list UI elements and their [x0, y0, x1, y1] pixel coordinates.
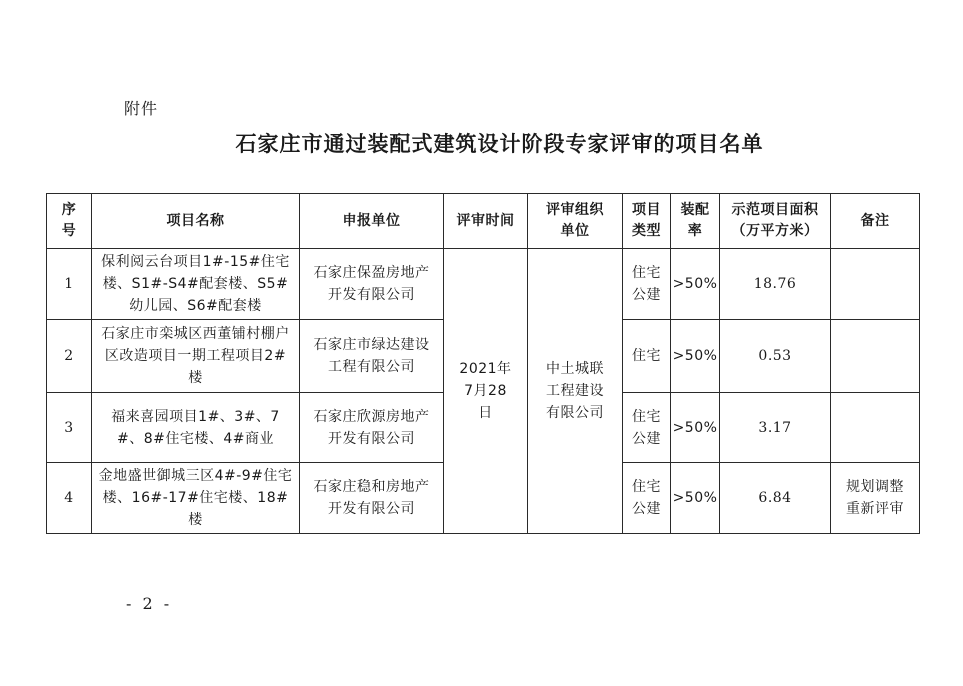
- project-list-table: [46, 193, 920, 534]
- row-project-type: 住宅: [623, 320, 671, 393]
- table-row: [47, 249, 920, 320]
- row-applicant: 石家庄市绿达建设工程有限公司: [300, 320, 444, 393]
- row-seq: 3: [47, 393, 92, 463]
- row-applicant: 石家庄稳和房地产开发有限公司: [300, 463, 444, 534]
- row-seq: 1: [47, 249, 92, 320]
- row-project-name: 福来喜园项目1#、3#、7#、8#住宅楼、4#商业: [92, 393, 300, 463]
- row-remarks: [831, 320, 920, 393]
- row-remarks: [831, 393, 920, 463]
- row-prefab-rate: >50%: [671, 463, 720, 534]
- row-remarks: 规划调整重新评审: [831, 463, 920, 534]
- header-seq: 序号: [47, 194, 92, 249]
- row-prefab-rate: >50%: [671, 320, 720, 393]
- header-applicant: 申报单位: [300, 194, 444, 249]
- header-prefab-rate: 装配率: [671, 194, 720, 249]
- header-demo-area: 示范项目面积（万平方米）: [720, 194, 831, 249]
- row-prefab-rate: >50%: [671, 249, 720, 320]
- row-demo-area: 18.76: [720, 249, 831, 320]
- header-project-type: 项目类型: [623, 194, 671, 249]
- row-project-type: 住宅公建: [623, 463, 671, 534]
- row-project-name: 保利阅云台项目1#-15#住宅楼、S1#-S4#配套楼、S5#幼儿园、S6#配套楼: [92, 249, 300, 320]
- header-remarks: 备注: [831, 194, 920, 249]
- row-project-type: 住宅公建: [623, 393, 671, 463]
- row-seq: 2: [47, 320, 92, 393]
- row-prefab-rate: >50%: [671, 393, 720, 463]
- page-number: - 2 -: [126, 594, 173, 613]
- row-demo-area: 0.53: [720, 320, 831, 393]
- row-remarks: [831, 249, 920, 320]
- row-applicant: 石家庄欣源房地产开发有限公司: [300, 393, 444, 463]
- row-project-name: 金地盛世御城三区4#-9#住宅楼、16#-17#住宅楼、18#楼: [92, 463, 300, 534]
- shared-review-org: 中土城联工程建设有限公司: [528, 249, 623, 534]
- table-header-row: [47, 194, 920, 249]
- document-title-text: 石家庄市通过装配式建筑设计阶段专家评审的项目名单: [235, 132, 764, 156]
- row-project-name: 石家庄市栾城区西董铺村棚户区改造项目一期工程项目2#楼: [92, 320, 300, 393]
- row-seq: 4: [47, 463, 92, 534]
- shared-review-time: 2021年7月28日: [444, 249, 528, 534]
- row-demo-area: 3.17: [720, 393, 831, 463]
- header-review-time: 评审时间: [444, 194, 528, 249]
- attachment-label: 附件: [124, 99, 159, 118]
- row-applicant: 石家庄保盈房地产开发有限公司: [300, 249, 444, 320]
- row-demo-area: 6.84: [720, 463, 831, 534]
- header-review-org: 评审组织单位: [528, 194, 623, 249]
- document-title: [0, 128, 963, 158]
- row-project-type: 住宅公建: [623, 249, 671, 320]
- header-project-name: 项目名称: [92, 194, 300, 249]
